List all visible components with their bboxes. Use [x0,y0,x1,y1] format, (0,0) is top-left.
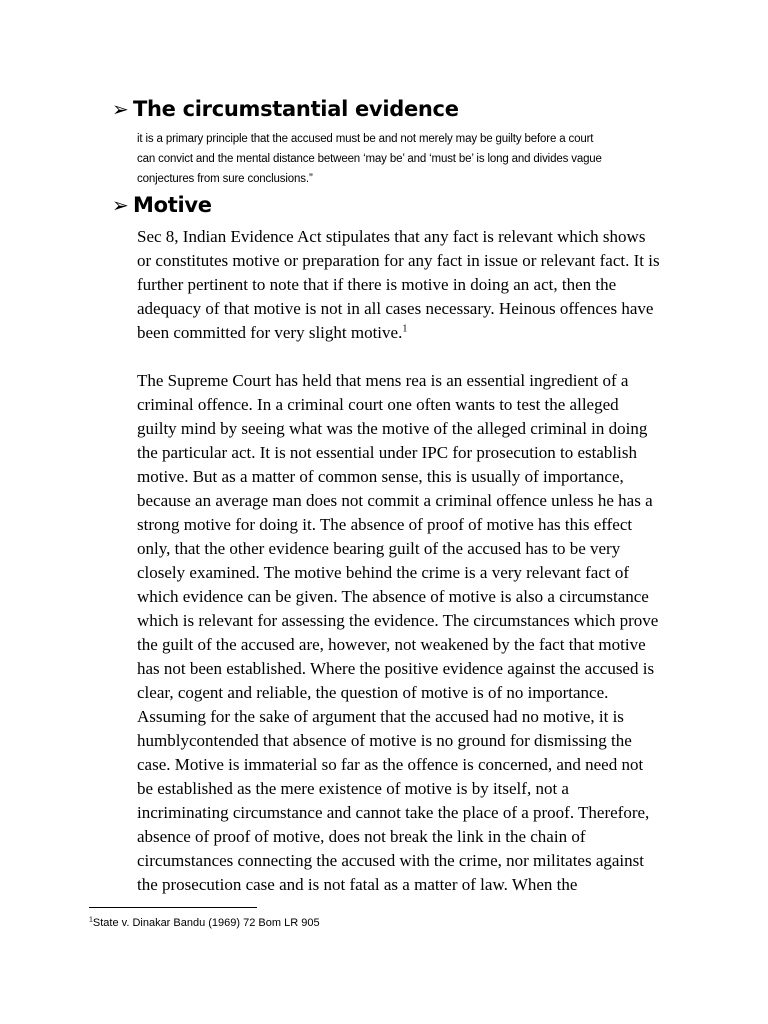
paragraph-line: The Supreme Court has held that mens rea is an essential ingredient of a [137,371,629,390]
quote-block [137,129,697,189]
motive-paragraph-1 [137,225,697,345]
paragraph-line: strong motive for doing it. The absence of proof of motive has this effect [137,515,633,534]
footnote-text: State v. Dinakar Bandu (1969) 72 Bom LR 905 [92,917,320,929]
paragraph-line: motive. But as a matter of common sense, this is usually of importance, [137,467,624,486]
footnote-number: 1 [89,916,93,924]
paragraph-line-text: been committed for very slight motive. [137,323,403,342]
paragraph-line: incriminating circumstance and cannot take the place of a proof. Therefore, [137,803,650,822]
quote-line: it is a primary principle that the accused must be and not merely may be guilty before a court [137,133,594,145]
paragraph-line: guilty mind by seeing what was the motive of the alleged criminal in doing [137,419,648,438]
paragraph-line: be established as the mere existence of motive is by itself, not a [137,779,569,798]
paragraph-line: further pertinent to note that if there is motive in doing an act, then the [137,275,617,294]
paragraph-line: criminal offence. In a criminal court one often wants to test the alleged [137,395,619,414]
paragraph-line: circumstances connecting the accused with the crime, nor militates against [137,851,644,870]
section-heading-motive [112,192,212,218]
paragraph-line: the guilt of the accused are, however, not weakened by the fact that motive [137,635,646,654]
paragraph-line: closely examined. The motive behind the crime is a very relevant fact of [137,563,630,582]
heading-text: The circumstantial evidence [133,97,459,121]
quote-line: conjectures from sure conclusions.” [137,173,313,185]
quote-line: can convict and the mental distance between ‘may be’ and ‘must be’ is long and divides vague [137,153,602,165]
footnote-separator [89,907,257,908]
paragraph-line: has not been established. Where the positive evidence against the accused is [137,659,655,678]
section-heading-circumstantial-evidence [112,96,459,122]
paragraph-line: Assuming for the sake of argument that the accused had no motive, it is [137,707,624,726]
paragraph-line: which evidence can be given. The absence of motive is also a circumstance [137,587,649,606]
paragraph-line: absence of proof of motive, does not break the link in the chain of [137,827,586,846]
paragraph-line: adequacy of that motive is not in all cases necessary. Heinous offences have [137,299,654,318]
heading-text: Motive [133,193,212,217]
paragraph-line: the particular act. It is not essential under IPC for prosecution to establish [137,443,637,462]
paragraph-line: only, that the other evidence bearing guilt of the accused has to be very [137,539,621,558]
paragraph-line: Sec 8, Indian Evidence Act stipulates that any fact is relevant which shows [137,227,646,246]
motive-paragraph-2 [137,369,697,897]
paragraph-line: which is relevant for assessing the evidence. The circumstances which prove [137,611,659,630]
paragraph-line: the prosecution case and is not fatal as a matter of law. When the [137,875,578,894]
paragraph-line: clear, cogent and reliable, the question of motive is of no importance. [137,683,609,702]
paragraph-line: case. Motive is immaterial so far as the offence is concerned, and need not [137,755,644,774]
arrow-bullet-icon: ➢ [112,193,129,217]
footnote [89,916,320,930]
footnote-reference[interactable]: 1 [402,323,408,335]
arrow-bullet-icon: ➢ [112,97,129,121]
paragraph-line: or constitutes motive or preparation for any fact in issue or relevant fact. It is [137,251,660,270]
paragraph-line: humblycontended that absence of motive is no ground for dismissing the [137,731,632,750]
paragraph-line: because an average man does not commit a criminal offence unless he has a [137,491,653,510]
paragraph-line [137,321,697,345]
